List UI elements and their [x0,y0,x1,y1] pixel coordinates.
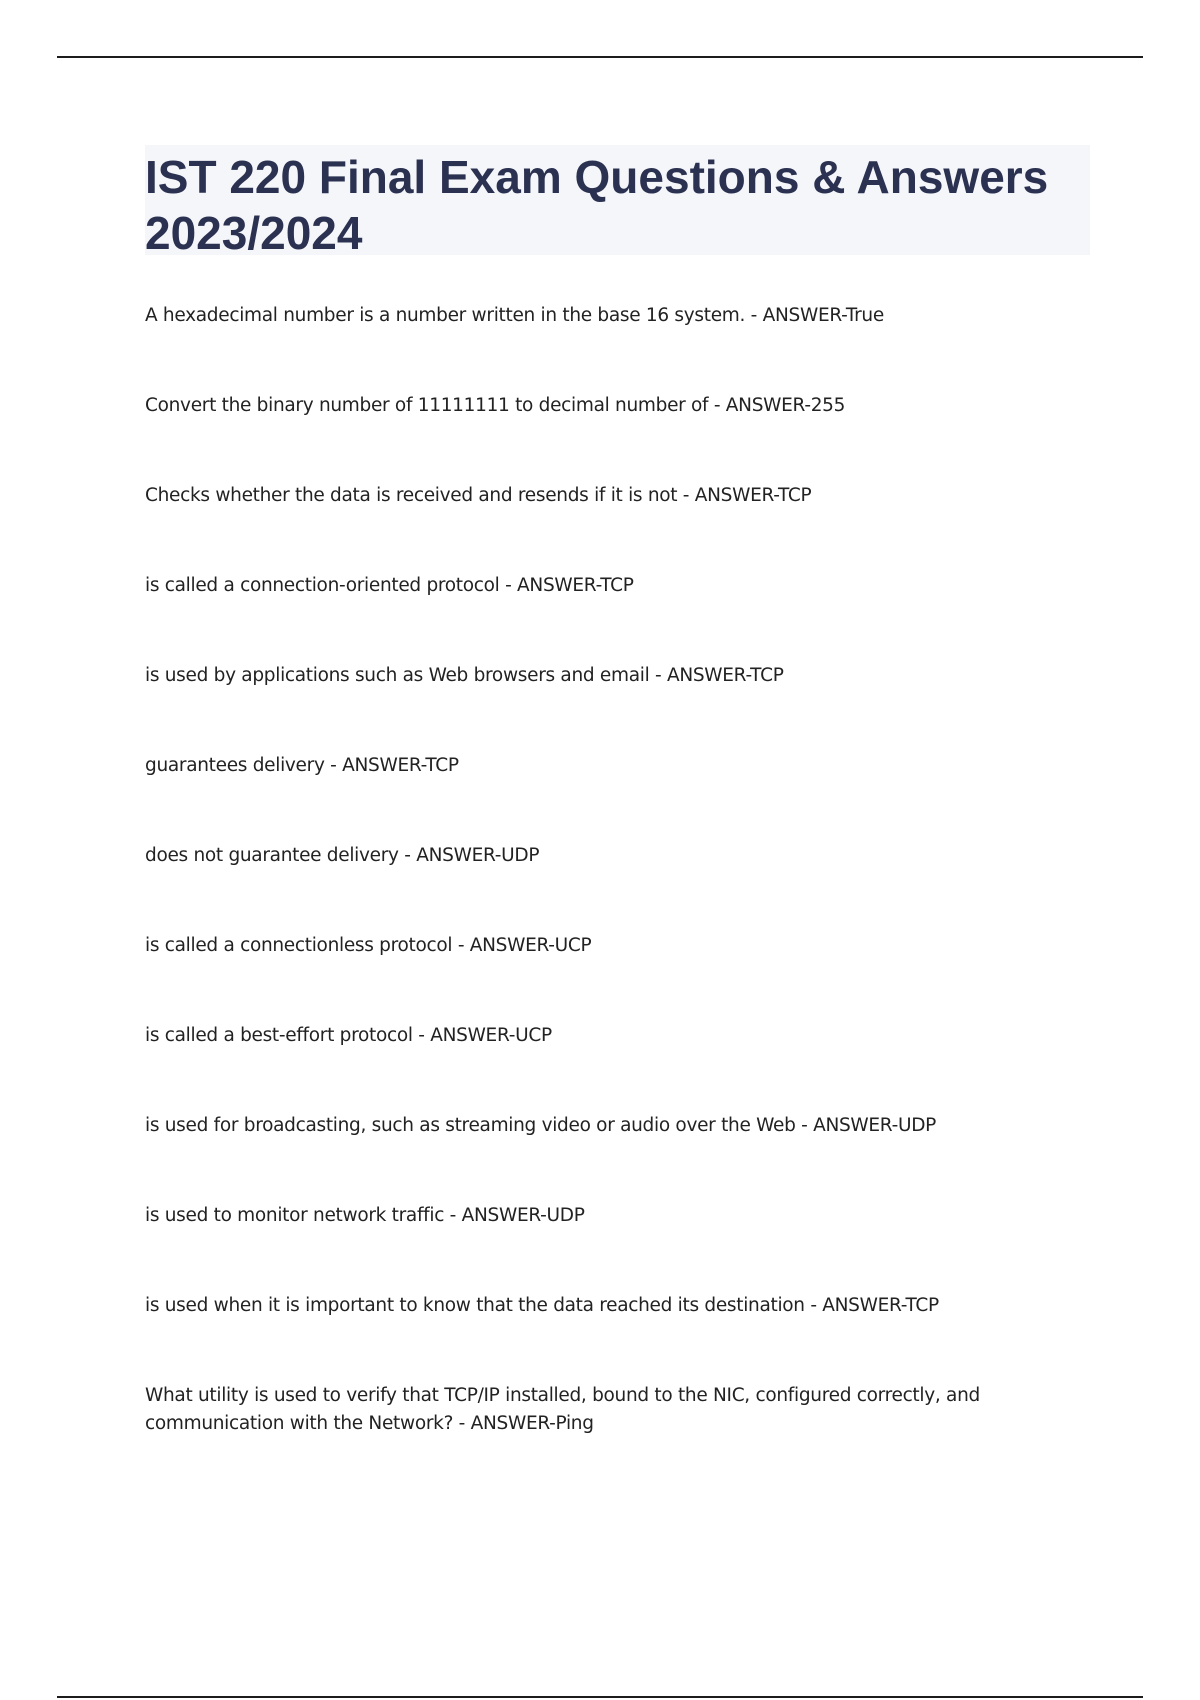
qa-item: is used to monitor network traffic - ANSWER-UDP [145,1205,585,1226]
qa-item: is called a connectionless protocol - ANSWER-UCP [145,935,592,956]
qa-item: is used for broadcasting, such as streaming video or audio over the Web - ANSWER-UDP [145,1115,937,1136]
bottom-rule [57,1696,1143,1698]
qa-list [145,302,1105,1500]
qa-item: is called a connection-oriented protocol - ANSWER-TCP [145,575,634,596]
document-title: IST 220 Final Exam Questions & Answers 2023/2024 [145,151,1049,259]
qa-item: Convert the binary number of 11111111 to decimal number of - ANSWER-255 [145,395,846,416]
top-rule [57,56,1143,58]
title-block [145,145,1090,259]
qa-item: Checks whether the data is received and resends if it is not - ANSWER-TCP [145,485,812,506]
qa-item: A hexadecimal number is a number written in the base 16 system. - ANSWER-True [145,305,884,326]
qa-item: is called a best-effort protocol - ANSWER-UCP [145,1025,552,1046]
qa-item: guarantees delivery - ANSWER-TCP [145,755,459,776]
qa-item: does not guarantee delivery - ANSWER-UDP [145,845,540,866]
qa-item: is used when it is important to know that the data reached its destination - ANSWER-TCP [145,1295,939,1316]
qa-item: is used by applications such as Web browsers and email - ANSWER-TCP [145,665,784,686]
qa-item: What utility is used to verify that TCP/IP installed, bound to the NIC, configured correctly, and communication with the Network? - ANSWER-Ping [145,1385,980,1434]
